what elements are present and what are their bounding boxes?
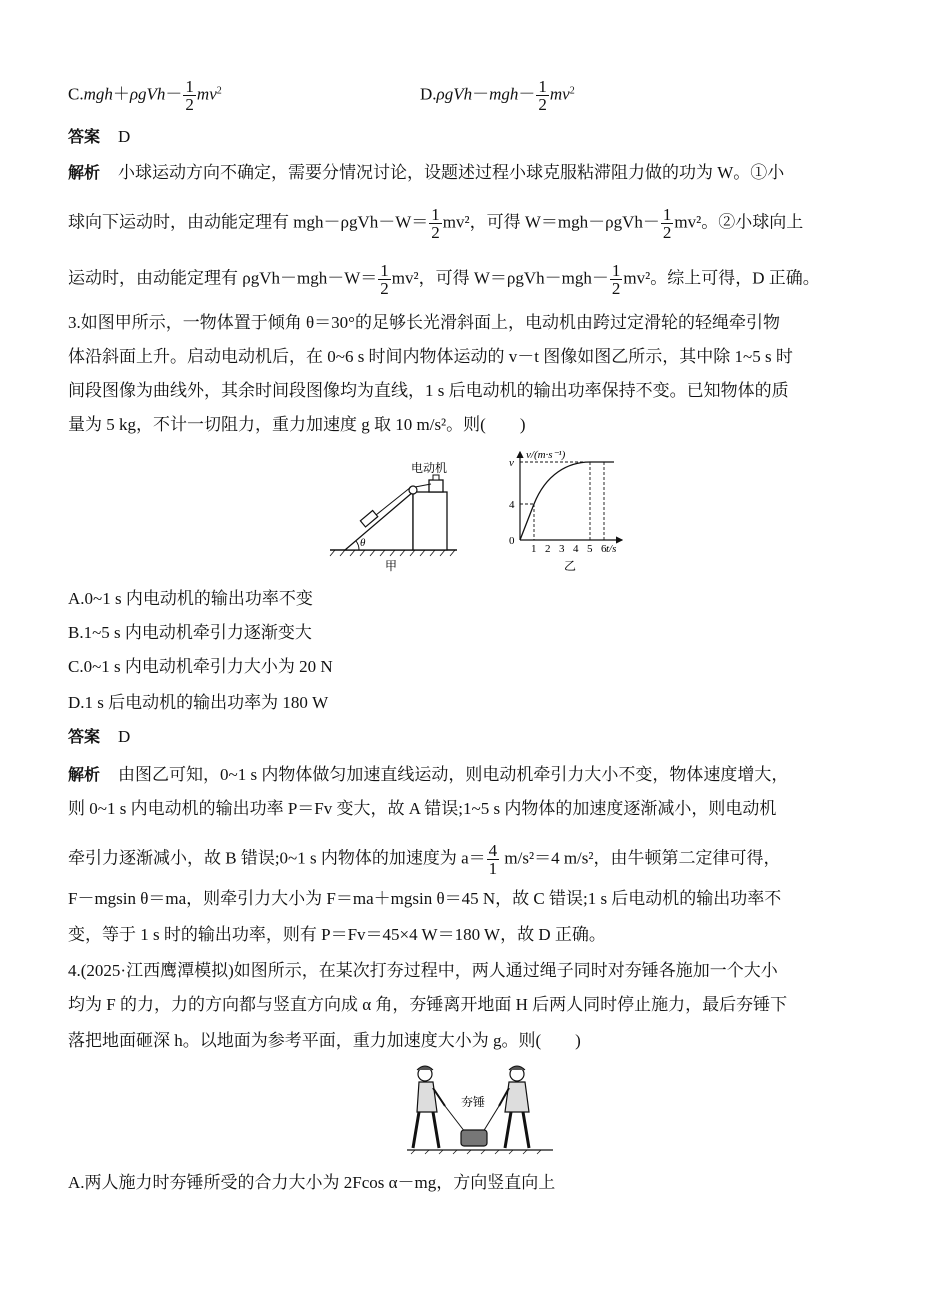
analysis-q2-line1: 解析 小球运动方向不确定，需要分情况讨论，设题述过程小球克服粘滞阻力做的功为 W。①小 [68,163,785,182]
x-tick-1: 1 [531,543,537,555]
q3-option-b: B.1~5 s 内电动机牵引力逐渐变大 [68,623,312,642]
figure-jia [325,452,465,574]
analysis-q2-line2: 球向下运动时，由动能定理有 mgh－ρgVh－W＝ $\frac{1}{2}$ mv²，可得 W＝mgh－ρgVh－ $\frac{1}{2}$ mv²。②小球向上 [68,205,804,242]
y-tick-4: 4 [509,499,515,511]
theta-label: θ [360,537,366,549]
jia-label: 甲 [385,559,398,573]
answer-q3: 答案 D [68,727,131,746]
figure-rammer [405,1062,555,1158]
q4-option-a: A.两人施力时夯锤所受的合力大小为 2Fcos α－mg，方向竖直向上 [68,1173,556,1192]
option-d: D.ρgVh－mgh－ $\frac{1}{2}$ $mv^2$ [420,77,575,114]
analysis-q2-line3: 运动时，由动能定理有 ρgVh－mgh－W＝ $\frac{1}{2}$ mv²，可得 W＝ρgVh－mgh－ $\frac{1}{2}$ mv²。综上可得，D 正确。 [68,261,820,298]
q3-option-c: C.0~1 s 内电动机牵引力大小为 20 N [68,657,333,676]
analysis-q3-line1: 解析 由图乙可知，0~1 s 内物体做匀加速直线运动，则电动机牵引力大小不变，物体速度增大， [68,765,789,784]
q3-stem-line1: 3.如图甲所示，一物体置于倾角 θ＝30°的足够长光滑斜面上，电动机由跨过定滑轮的轻绳牵引物 [68,313,780,332]
figure-yi-vt-chart [500,446,630,574]
x-tick-5: 5 [587,543,593,555]
analysis-q3-line5: 变，等于 1 s 时的输出功率，则有 P＝Fv＝45×4 W＝180 W，故 D 正确。 [68,925,606,944]
motor-label: 电动机 [411,461,448,475]
q3-option-a: A.0~1 s 内电动机的输出功率不变 [68,589,313,608]
q4-stem-line3: 落把地面砸深 h。以地面为参考平面，重力加速度大小为 g。则( ) [68,1031,581,1050]
y-tick-v: v [509,457,514,469]
rammer-label: 夯锤 [461,1095,486,1109]
yi-label: 乙 [564,559,577,573]
q4-stem-line2: 均为 F 的力，力的方向都与竖直方向成 α 角，夯锤离开地面 H 后两人同时停止施力，最后夯锤下 [68,995,788,1014]
x-axis-label: t/s [606,543,617,555]
x-tick-6: 6 [601,543,607,555]
answer-q2: 答案 D [68,127,131,146]
analysis-q3-line2: 则 0~1 s 内电动机的输出功率 P＝Fv 变大，故 A 错误;1~5 s 内物体的加速度逐渐减小，则电动机 [68,799,777,818]
q3-stem-line4: 量为 5 kg，不计一切阻力，重力加速度 g 取 10 m/s²。则( ) [68,415,526,434]
analysis-q3-line4: F－mgsin θ＝ma，则牵引力大小为 F＝ma＋mgsin θ＝45 N，故 C 错误;1 s 后电动机的输出功率不 [68,889,782,908]
origin-label: 0 [509,535,515,547]
option-c: C.mgh＋ρgVh－ $\frac{1}{2}$ $mv^2$ [68,77,222,114]
vt-curve [520,462,614,540]
q3-stem-line3: 间段图像为曲线外，其余时间段图像均为直线，1 s 后电动机的输出功率保持不变。已知物体的质 [68,381,789,400]
x-tick-4: 4 [573,543,579,555]
q3-option-d: D.1 s 后电动机的输出功率为 180 W [68,693,329,712]
q4-stem-line1: 4.(2025·江西鹰潭模拟)如图所示，在某次打夯过程中，两人通过绳子同时对夯锤各施加一个大小 [68,961,778,980]
x-tick-2: 2 [545,543,551,555]
analysis-q3-line3: 牵引力逐渐减小，故 B 错误;0~1 s 内物体的加速度为 a＝ $\frac{4}{1}$ m/s²＝4 m/s²，由牛顿第二定律可得， [68,841,781,878]
y-axis-label: v/(m·s⁻¹) [526,449,566,461]
x-tick-3: 3 [559,543,565,555]
q3-stem-line2: 体沿斜面上升。启动电动机后，在 0~6 s 时间内物体运动的 v－t 图像如图乙所示，其中除 1~5 s 时 [68,347,793,366]
